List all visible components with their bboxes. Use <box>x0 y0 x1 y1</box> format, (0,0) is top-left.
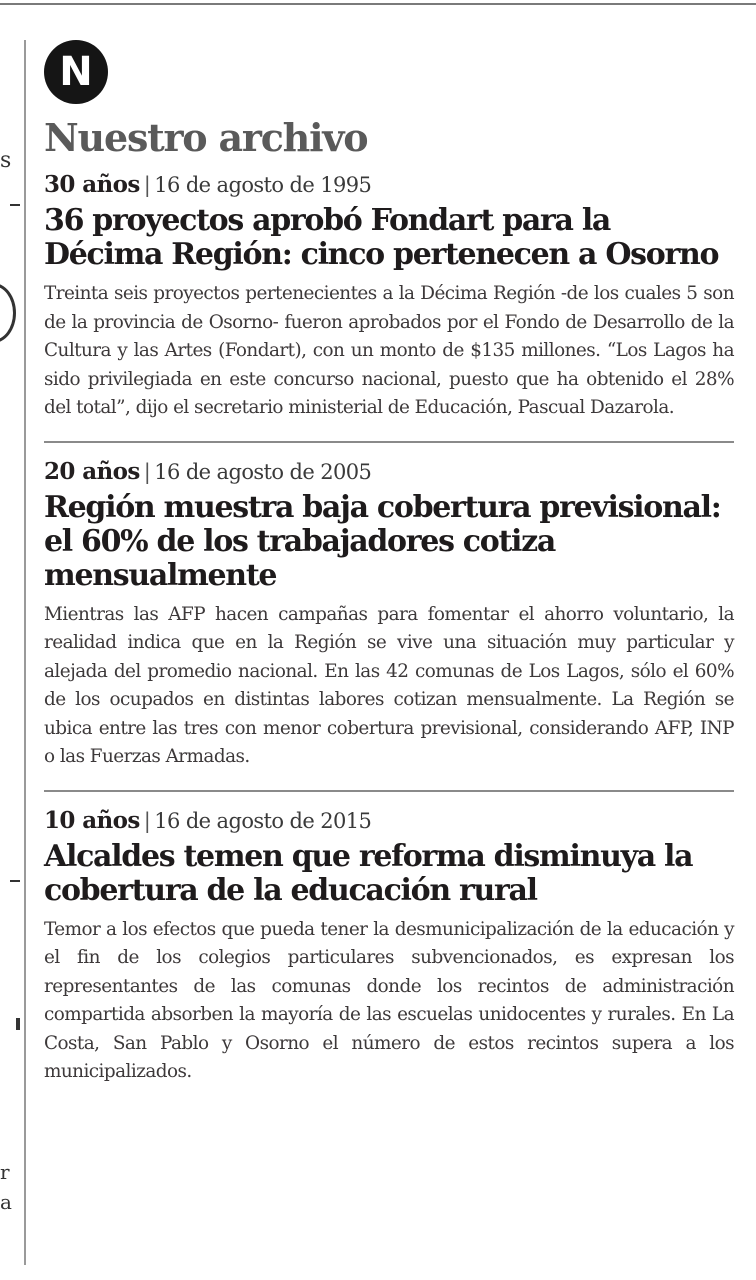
years-ago: 30 años <box>44 171 140 198</box>
entry-body: Treinta seis proyectos pertenecientes a la Décima Región -de los cuales 5 son de la provincia de Osorno- fueron aprobados por el Fondo de Desarrollo de la Cultura y las Artes (Fondart), con un monto de $135 millones. “Los Lagos ha sido privilegiada en este concurso nacional, puesto que ha obtenido el 28% del total”, dijo el secretario ministerial de Educación, Pascual Dazarola. <box>44 283 734 418</box>
years-ago: 10 años <box>44 806 140 834</box>
entry-headline: Alcaldes temen que reforma disminuya la cobertura de la educación rural <box>44 838 693 908</box>
margin-fragment: s <box>0 148 12 173</box>
n-logo-badge: N <box>44 40 108 104</box>
column-divider <box>24 40 26 1265</box>
archive-entry-30 <box>44 170 734 423</box>
entry-headline: Región muestra baja cobertura previsional: el 60% de los trabajadores cotiza mensualmente <box>44 489 721 593</box>
archive-entry-20 <box>44 441 734 772</box>
entry-meta <box>44 170 734 200</box>
margin-mark <box>16 1018 20 1030</box>
meta-separator: | <box>143 173 151 197</box>
years-ago: 20 años <box>44 457 140 485</box>
entry-body: Mientras las AFP hacen campañas para fomentar el ahorro voluntario, la realidad indica que en la Región se vive una situación muy particular y alejada del promedio nacional. En las 42 comunas de Los Lagos, sólo el 60% de los ocupados en distintas labores cotizan mensualmente. La Región se ubica entre las tres con menor cobertura previsional, considerando AFP, INP o las Fuerzas Armadas. <box>44 603 734 767</box>
entry-date: 16 de agosto de 2015 <box>154 808 372 833</box>
entry-date: 16 de agosto de 2005 <box>154 459 372 484</box>
top-rule <box>0 3 756 5</box>
section-title: Nuestro archivo <box>44 115 368 160</box>
margin-dash <box>10 880 20 882</box>
meta-separator: | <box>143 459 151 484</box>
entry-body: Temor a los efectos que pueda tener la desmunicipalización de la educación y el fin de los colegios particulares subvencionados, es expresan los representantes de las comunas donde los recintos de administración compartida absorben la mayoría de las escuelas unidocentes y rurales. En La Costa, San Pablo y Osorno el número de estos recintos supera a los municipalizados. <box>44 918 734 1082</box>
margin-dash <box>10 204 20 206</box>
meta-separator: | <box>143 808 151 833</box>
archive-entry-10 <box>44 790 734 1087</box>
entry-headline: 36 proyectos aprobó Fondart para la Décima Región: cinco pertenecen a Osorno <box>44 203 719 272</box>
entry-meta <box>44 457 734 487</box>
margin-arc <box>0 283 16 343</box>
entry-meta <box>44 806 734 836</box>
margin-fragment: a <box>0 1190 12 1214</box>
archive-column <box>44 40 734 1087</box>
margin-fragment: r <box>0 1160 10 1184</box>
entry-date: 16 de agosto de 1995 <box>154 173 372 197</box>
